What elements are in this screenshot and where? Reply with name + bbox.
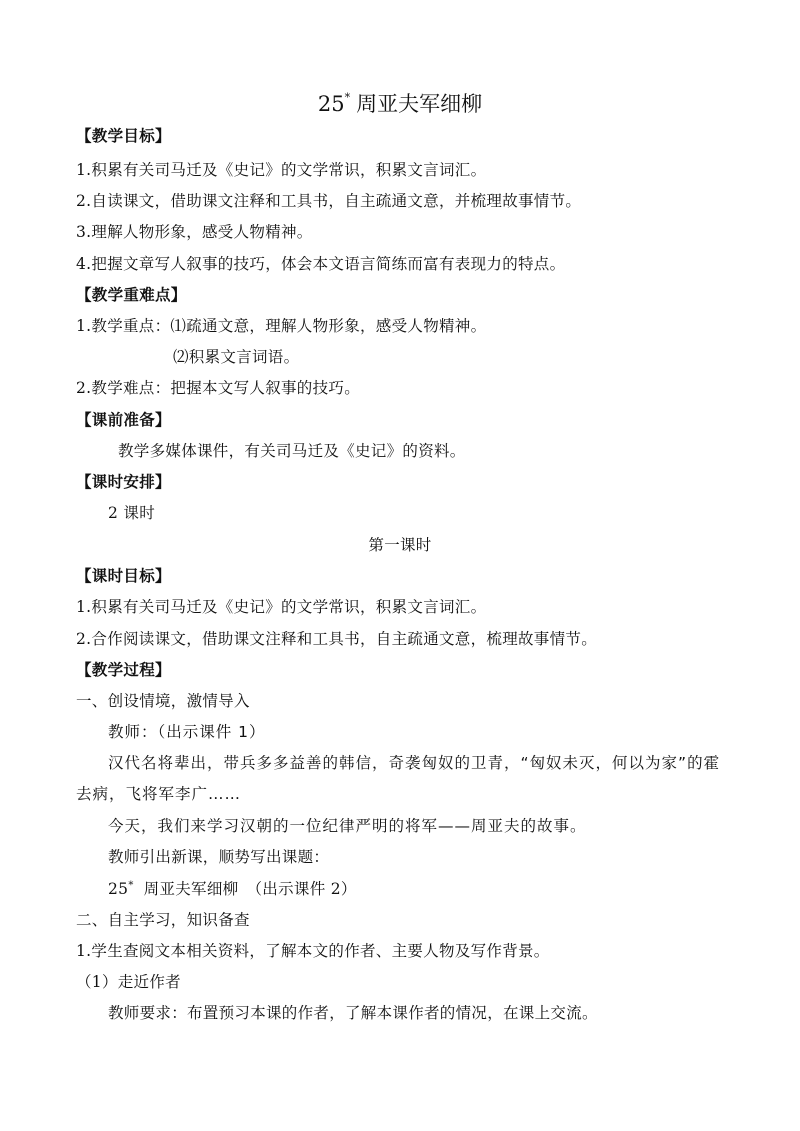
process-step-2: 二、自主学习，知识备查 — [76, 911, 250, 929]
teacher-courseware-1: 教师：（出示课件 1） — [108, 723, 266, 741]
preparation-text: 教学多媒体课件，有关司马迁及《史记》的资料。 — [118, 442, 466, 460]
lesson-title-number: 25 — [108, 880, 129, 898]
intro-paragraph-line-2: 去病，飞将军李广…… — [76, 785, 242, 803]
section-first-lesson: 第一课时 — [368, 536, 432, 554]
lesson-title-star: * — [128, 880, 134, 891]
heading-preparation: 【课前准备】 — [76, 410, 171, 429]
difficult-point: 2.教学难点：把握本文写人叙事的技巧。 — [76, 379, 360, 397]
heading-teaching-goals: 【教学目标】 — [76, 126, 171, 145]
goal-4: 4.把握文章写人叙事的技巧，体会本文语言简练而富有表现力的特点。 — [76, 255, 566, 273]
key-point-2: ⑵积累文言词语。 — [173, 348, 300, 366]
intro-today: 今天，我们来学习汉朝的一位纪律严明的将军——周亚夫的故事。 — [108, 817, 587, 835]
goal-1: 1.积累有关司马迁及《史记》的文学常识，积累文言词汇。 — [76, 161, 487, 179]
title-text: 周亚夫军细柳 — [356, 92, 483, 116]
heading-key-difficult: 【教学重难点】 — [76, 285, 187, 304]
teacher-requirement: 教师要求：布置预习本课的作者，了解本课作者的情况，在课上交流。 — [108, 1004, 598, 1022]
page-title — [0, 86, 800, 118]
goal-3: 3.理解人物形象，感受人物精神。 — [76, 223, 313, 241]
lesson-title-text: 周亚夫军细柳 （出示课件 2） — [143, 880, 357, 898]
teacher-lead-in: 教师引出新课，顺势写出课题： — [108, 848, 330, 866]
lesson-title-line — [108, 879, 357, 899]
process-step-1: 一、创设情境，激情导入 — [76, 692, 250, 710]
intro-paragraph-line-1: 汉代名将辈出，带兵多多益善的韩信，奇袭匈奴的卫青，“匈奴未灭，何以为家”的霍 — [108, 754, 721, 772]
key-point-1: 1.教学重点：⑴疏通文意，理解人物形象，感受人物精神。 — [76, 317, 487, 335]
goal-2: 2.自读课文，借助课文注释和工具书，自主疏通文意，并梳理故事情节。 — [76, 192, 582, 210]
title-star: * — [344, 91, 351, 104]
lesson-goal-2: 2.合作阅读课文，借助课文注释和工具书，自主疏通文意，梳理故事情节。 — [76, 630, 597, 648]
heading-schedule: 【课时安排】 — [76, 472, 171, 491]
study-item-1: 1.学生查阅文本相关资料，了解本文的作者、主要人物及写作背景。 — [76, 942, 550, 960]
lesson-goal-1: 1.积累有关司马迁及《史记》的文学常识，积累文言词汇。 — [76, 598, 487, 616]
heading-process: 【教学过程】 — [76, 660, 171, 679]
heading-lesson-goals: 【课时目标】 — [76, 566, 171, 585]
study-sub-author: （1）走近作者 — [76, 973, 181, 991]
schedule-text: 2 课时 — [108, 504, 155, 522]
title-number: 25 — [317, 92, 345, 116]
